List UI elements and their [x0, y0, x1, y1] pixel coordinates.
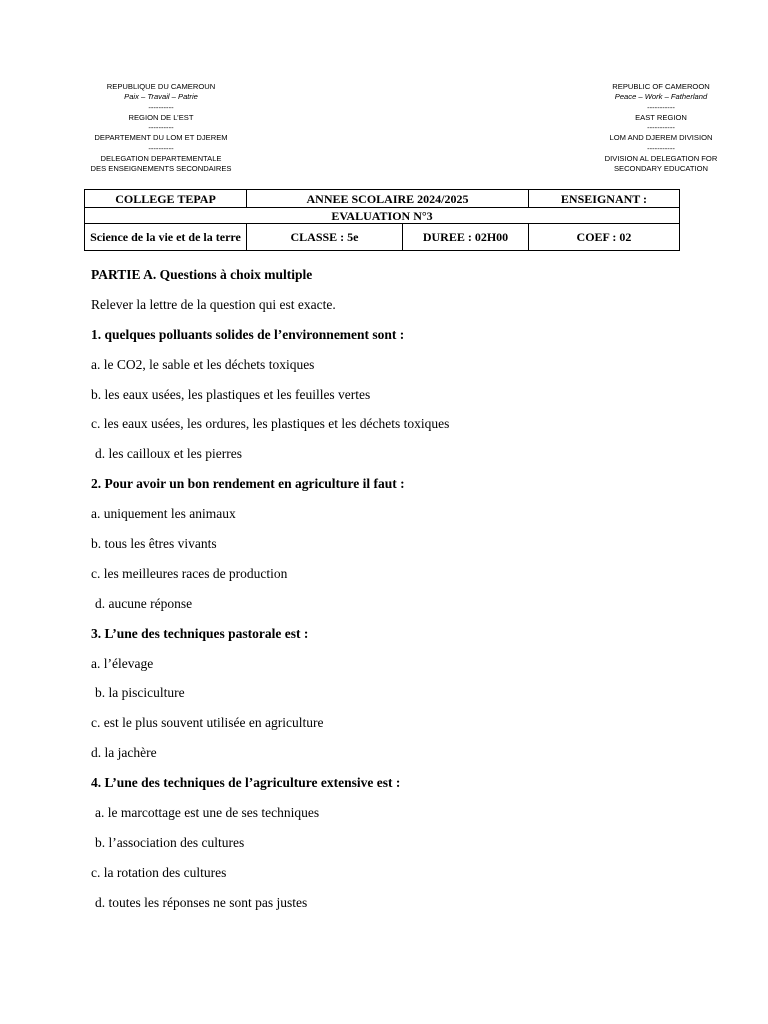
class-label: CLASSE : 5e	[247, 224, 403, 251]
division-en: LOM AND DJEREM DIVISION	[609, 133, 713, 143]
option-3a: a. l’élevage	[91, 655, 154, 671]
teacher-label: ENSEIGNANT :	[529, 190, 680, 208]
option-2a: a. uniquement les animaux	[91, 506, 236, 522]
question-3: 3. L’une des techniques pastorale est :	[91, 625, 309, 641]
question-2: 2. Pour avoir un bon rendement en agriculture il faut :	[91, 476, 405, 492]
coef-label: COEF : 02	[529, 224, 680, 251]
school-year: ANNEE SCOLAIRE 2024/2025	[247, 190, 529, 208]
question-4: 4. L’une des techniques de l’agriculture extensive est :	[91, 775, 401, 791]
delegation-fr-line1: DELEGATION DEPARTEMENTALE	[100, 154, 222, 164]
header-left-block	[90, 82, 232, 175]
separator: ----------	[148, 123, 174, 133]
region-en: EAST REGION	[635, 112, 687, 122]
option-1b: b. les eaux usées, les plastiques et les feuilles vertes	[91, 386, 371, 402]
separator: -----------	[647, 123, 675, 133]
option-4b: b. l’association des cultures	[95, 834, 245, 850]
instruction: Relever la lettre de la question qui est exacte.	[91, 296, 336, 312]
option-1d: d. les cailloux et les pierres	[95, 446, 242, 462]
country-name-fr: REPUBLIQUE DU CAMEROUN	[106, 82, 216, 91]
delegation-fr-line2: DES ENSEIGNEMENTS SECONDAIRES	[90, 164, 232, 174]
question-1: 1. quelques polluants solides de l’environnement sont :	[91, 326, 405, 342]
region-fr: REGION DE L’EST	[128, 112, 194, 122]
option-1c: c. les eaux usées, les ordures, les plastiques et les déchets toxiques	[91, 416, 450, 432]
option-4d: d. toutes les réponses ne sont pas justes	[95, 894, 308, 910]
delegation-en-line1: DIVISION AL DELEGATION FOR	[604, 154, 718, 164]
evaluation-number: EVALUATION N°3	[85, 208, 680, 224]
option-1a: a. le CO2, le sable et les déchets toxiques	[91, 356, 315, 372]
department-fr: DEPARTEMENT DU LOM ET DJEREM	[94, 133, 228, 143]
section-title: PARTIE A. Questions à choix multiple	[91, 267, 313, 282]
exam-body	[91, 265, 711, 923]
country-name-en: REPUBLIC OF CAMEROON	[612, 82, 710, 91]
option-2b: b. tous les êtres vivants	[91, 536, 217, 552]
option-3c: c. est le plus souvent utilisée en agriculture	[91, 715, 324, 731]
separator: -----------	[647, 143, 675, 153]
separator: ----------	[148, 143, 174, 153]
motto-fr: Paix – Travail – Patrie	[124, 92, 198, 102]
motto-en: Peace – Work – Fatherland	[614, 92, 708, 102]
header-right-block	[596, 82, 726, 175]
option-3b: b. la pisciculture	[95, 685, 185, 701]
delegation-en-line2: SECONDARY EDUCATION	[613, 164, 709, 174]
school-name: COLLEGE TEPAP	[85, 190, 247, 208]
option-2d: d. aucune réponse	[95, 595, 193, 611]
option-4c: c. la rotation des cultures	[91, 864, 227, 880]
option-3d: d. la jachère	[91, 745, 157, 761]
option-2c: c. les meilleures races de production	[91, 565, 288, 581]
separator: -----------	[647, 102, 675, 112]
subject-name: Science de la vie et de la terre	[85, 224, 247, 251]
option-4a: a. le marcottage est une de ses techniques	[95, 805, 320, 821]
separator: ----------	[148, 102, 174, 112]
duration-label: DUREE : 02H00	[403, 224, 529, 251]
exam-info-table	[84, 189, 680, 251]
